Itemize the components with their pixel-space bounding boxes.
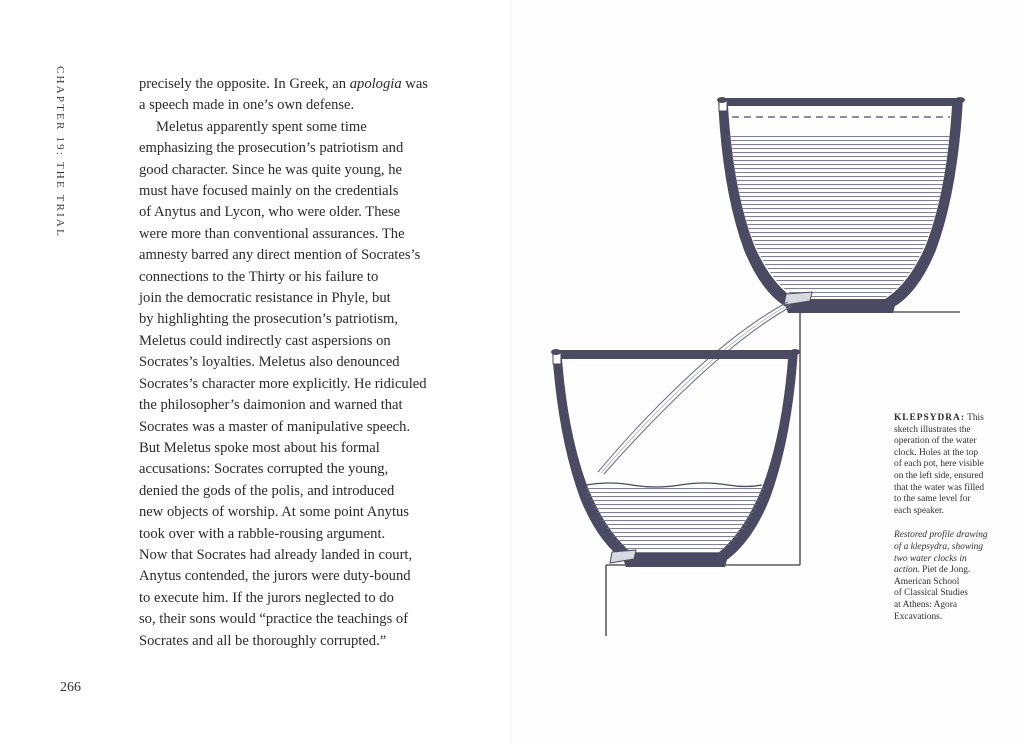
caption-line: operation of the water xyxy=(894,436,977,447)
upper-pot-rim-left xyxy=(717,97,727,103)
running-head: CHAPTER 19: THE TRIAL xyxy=(54,66,66,238)
page-number: 266 xyxy=(60,680,81,695)
body-text xyxy=(139,74,469,652)
text-line: must have focused mainly on the credentials xyxy=(139,183,399,200)
upper-pot xyxy=(717,97,965,313)
text-line: denied the gods of the polis, and introduced xyxy=(139,482,395,499)
caption-line: sketch illustrates the xyxy=(894,424,971,435)
text-line: Anytus contended, the jurors were duty-bound xyxy=(139,568,411,585)
text-line: accusations: Socrates corrupted the young, xyxy=(139,461,389,478)
text-line: connections to the Thirty or his failure to xyxy=(139,268,379,285)
upper-pot-foot xyxy=(784,302,896,313)
caption-line: to the same level for xyxy=(894,494,971,505)
text-line: Meletus apparently spent some time xyxy=(156,118,367,135)
text-line: were more than conventional assurances. The xyxy=(139,225,405,242)
text-line: good character. Since he was quite young, he xyxy=(139,161,403,178)
caption-head: KLEPSYDRA: xyxy=(894,413,965,423)
upper-pot-water xyxy=(720,134,960,304)
caption-line: that the water was filled xyxy=(894,482,985,493)
text-line: by highlighting the prosecution’s patriotism, xyxy=(139,311,399,328)
text-line: Socrates was a master of manipulative speech. xyxy=(139,418,411,435)
lower-pot-rim-left xyxy=(551,349,561,355)
text-line: Socrates and all be thoroughly corrupted.” xyxy=(139,632,387,649)
text-line: a speech made in one’s own defense. xyxy=(139,97,355,114)
text-line: the philosopher’s daimonion and warned that xyxy=(139,397,403,414)
apologia-term: apologia xyxy=(349,76,402,92)
caption-credit: Restored profile drawing of a klepsydra, showing two water clocks in action. Piet de Jong. American School of Classical Studies at Athens: Agora Excavations. xyxy=(894,530,988,622)
text-line: of Anytus and Lycon, who were older. These xyxy=(139,204,401,221)
text-line: to execute him. If the jurors neglected to do xyxy=(139,589,394,606)
text-line: emphasizing the prosecution’s patriotism and xyxy=(139,140,404,157)
caption-line: of each pot, here visible xyxy=(894,459,984,470)
caption-line: on the left side, ensured xyxy=(894,470,984,481)
caption-line: clock. Holes at the top xyxy=(894,447,979,458)
text-line: took over with a rabble-rousing argument. xyxy=(139,525,386,542)
caption-line: each speaker. xyxy=(894,505,944,516)
text-line: Meletus could indirectly cast aspersions on xyxy=(139,332,391,349)
text-line: Socrates’s character more explicitly. He ridiculed xyxy=(139,375,427,392)
lower-pot-rim-right xyxy=(790,349,800,355)
water-stream xyxy=(598,302,792,474)
text-line: join the democratic resistance in Phyle, but xyxy=(139,290,391,307)
lower-pot-foot xyxy=(622,556,728,567)
text-line: new objects of worship. At some point Anytus xyxy=(139,504,409,521)
text-line: Socrates’s loyalties. Meletus also denounced xyxy=(139,354,400,371)
lower-pot xyxy=(550,349,800,567)
figure-caption xyxy=(894,413,994,623)
text-line: amnesty barred any direct mention of Socrates’s xyxy=(139,247,421,264)
caption-description: KLEPSYDRA: This sketch illustrates the operation of the water clock. Holes at the top of each pot, here visible on the left side, ensured that the water was filled to the same level for each speaker. xyxy=(894,413,985,516)
upper-pot-rim-right xyxy=(955,97,965,103)
text-line: precisely the opposite. In Greek, an apologia was xyxy=(139,76,428,92)
text-line: But Meletus spoke most about his formal xyxy=(139,439,380,456)
text-line: so, their sons would “practice the teachings of xyxy=(139,611,409,628)
text-line: Now that Socrates had already landed in court, xyxy=(139,546,413,563)
